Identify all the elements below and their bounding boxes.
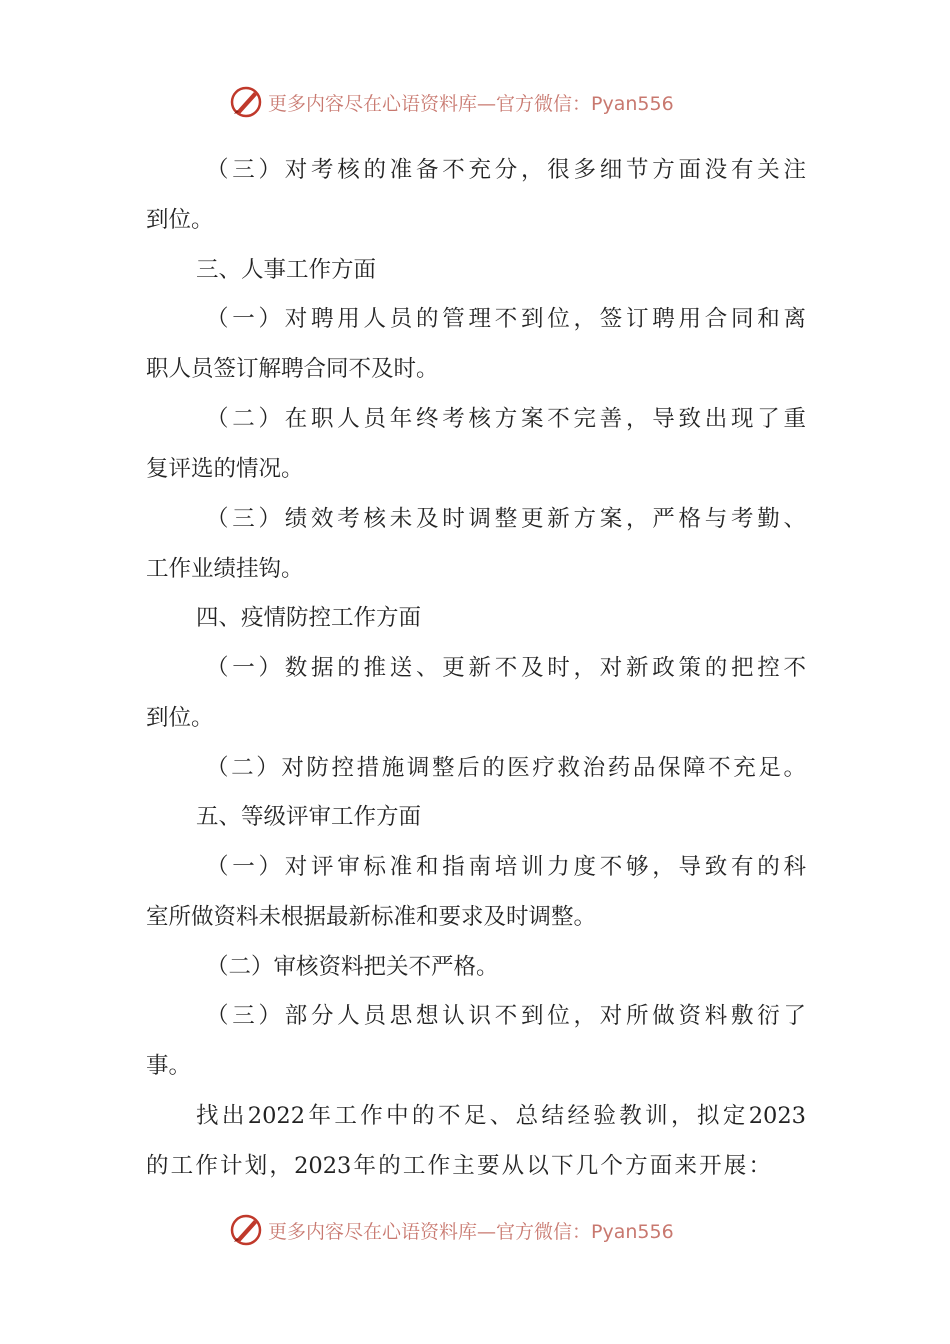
header-watermark xyxy=(228,82,728,122)
section-heading: 四、疫情防控工作方面 xyxy=(196,605,422,631)
paragraph-line: 职人员签订解聘合同不及时。 xyxy=(146,356,439,382)
paragraph-line: （三）绩效考核未及时调整更新方案，严格与考勤、 xyxy=(206,506,806,532)
section-heading: 五、等级评审工作方面 xyxy=(196,804,422,830)
paragraph-line: 找出2022年工作中的不足、总结经验教训，拟定2023 xyxy=(196,1103,806,1129)
paragraph-line: 室所做资料未根据最新标准和要求及时调整。 xyxy=(146,904,597,930)
paragraph-line: 的工作计划，2023年的工作主要从以下几个方面来开展： xyxy=(146,1153,771,1179)
watermark-handle: Pyan556 xyxy=(591,92,674,115)
paragraph-line: 事。 xyxy=(146,1053,192,1079)
paragraph-line: 到位。 xyxy=(146,705,214,731)
watermark-handle: Pyan556 xyxy=(591,1220,674,1243)
watermark-text: 更多内容尽在心语资料库—官方微信： xyxy=(268,1220,592,1243)
footer-watermark xyxy=(228,1210,728,1250)
pen-logo-icon xyxy=(228,84,264,120)
paragraph-line: （一）对评审标准和指南培训力度不够，导致有的科 xyxy=(206,854,806,880)
paragraph-line: （三）对考核的准备不充分，很多细节方面没有关注 xyxy=(206,157,806,183)
watermark-text: 更多内容尽在心语资料库—官方微信： xyxy=(268,92,592,115)
paragraph-line: （二）在职人员年终考核方案不完善，导致出现了重 xyxy=(206,406,806,432)
section-heading: 三、人事工作方面 xyxy=(196,257,377,283)
paragraph-line: （三）部分人员思想认识不到位，对所做资料敷衍了 xyxy=(206,1003,806,1029)
paragraph-line: （一）数据的推送、更新不及时，对新政策的把控不 xyxy=(206,655,806,681)
paragraph-line: （二）审核资料把关不严格。 xyxy=(206,954,499,980)
paragraph-line: （一）对聘用人员的管理不到位，签订聘用合同和离 xyxy=(206,306,806,332)
paragraph-line: 复评选的情况。 xyxy=(146,456,304,482)
paragraph-line: （二）对防控措施调整后的医疗救治药品保障不充足。 xyxy=(206,755,806,781)
paragraph-line: 到位。 xyxy=(146,207,214,233)
paragraph-line: 工作业绩挂钩。 xyxy=(146,556,304,582)
pen-logo-icon xyxy=(228,1212,264,1248)
